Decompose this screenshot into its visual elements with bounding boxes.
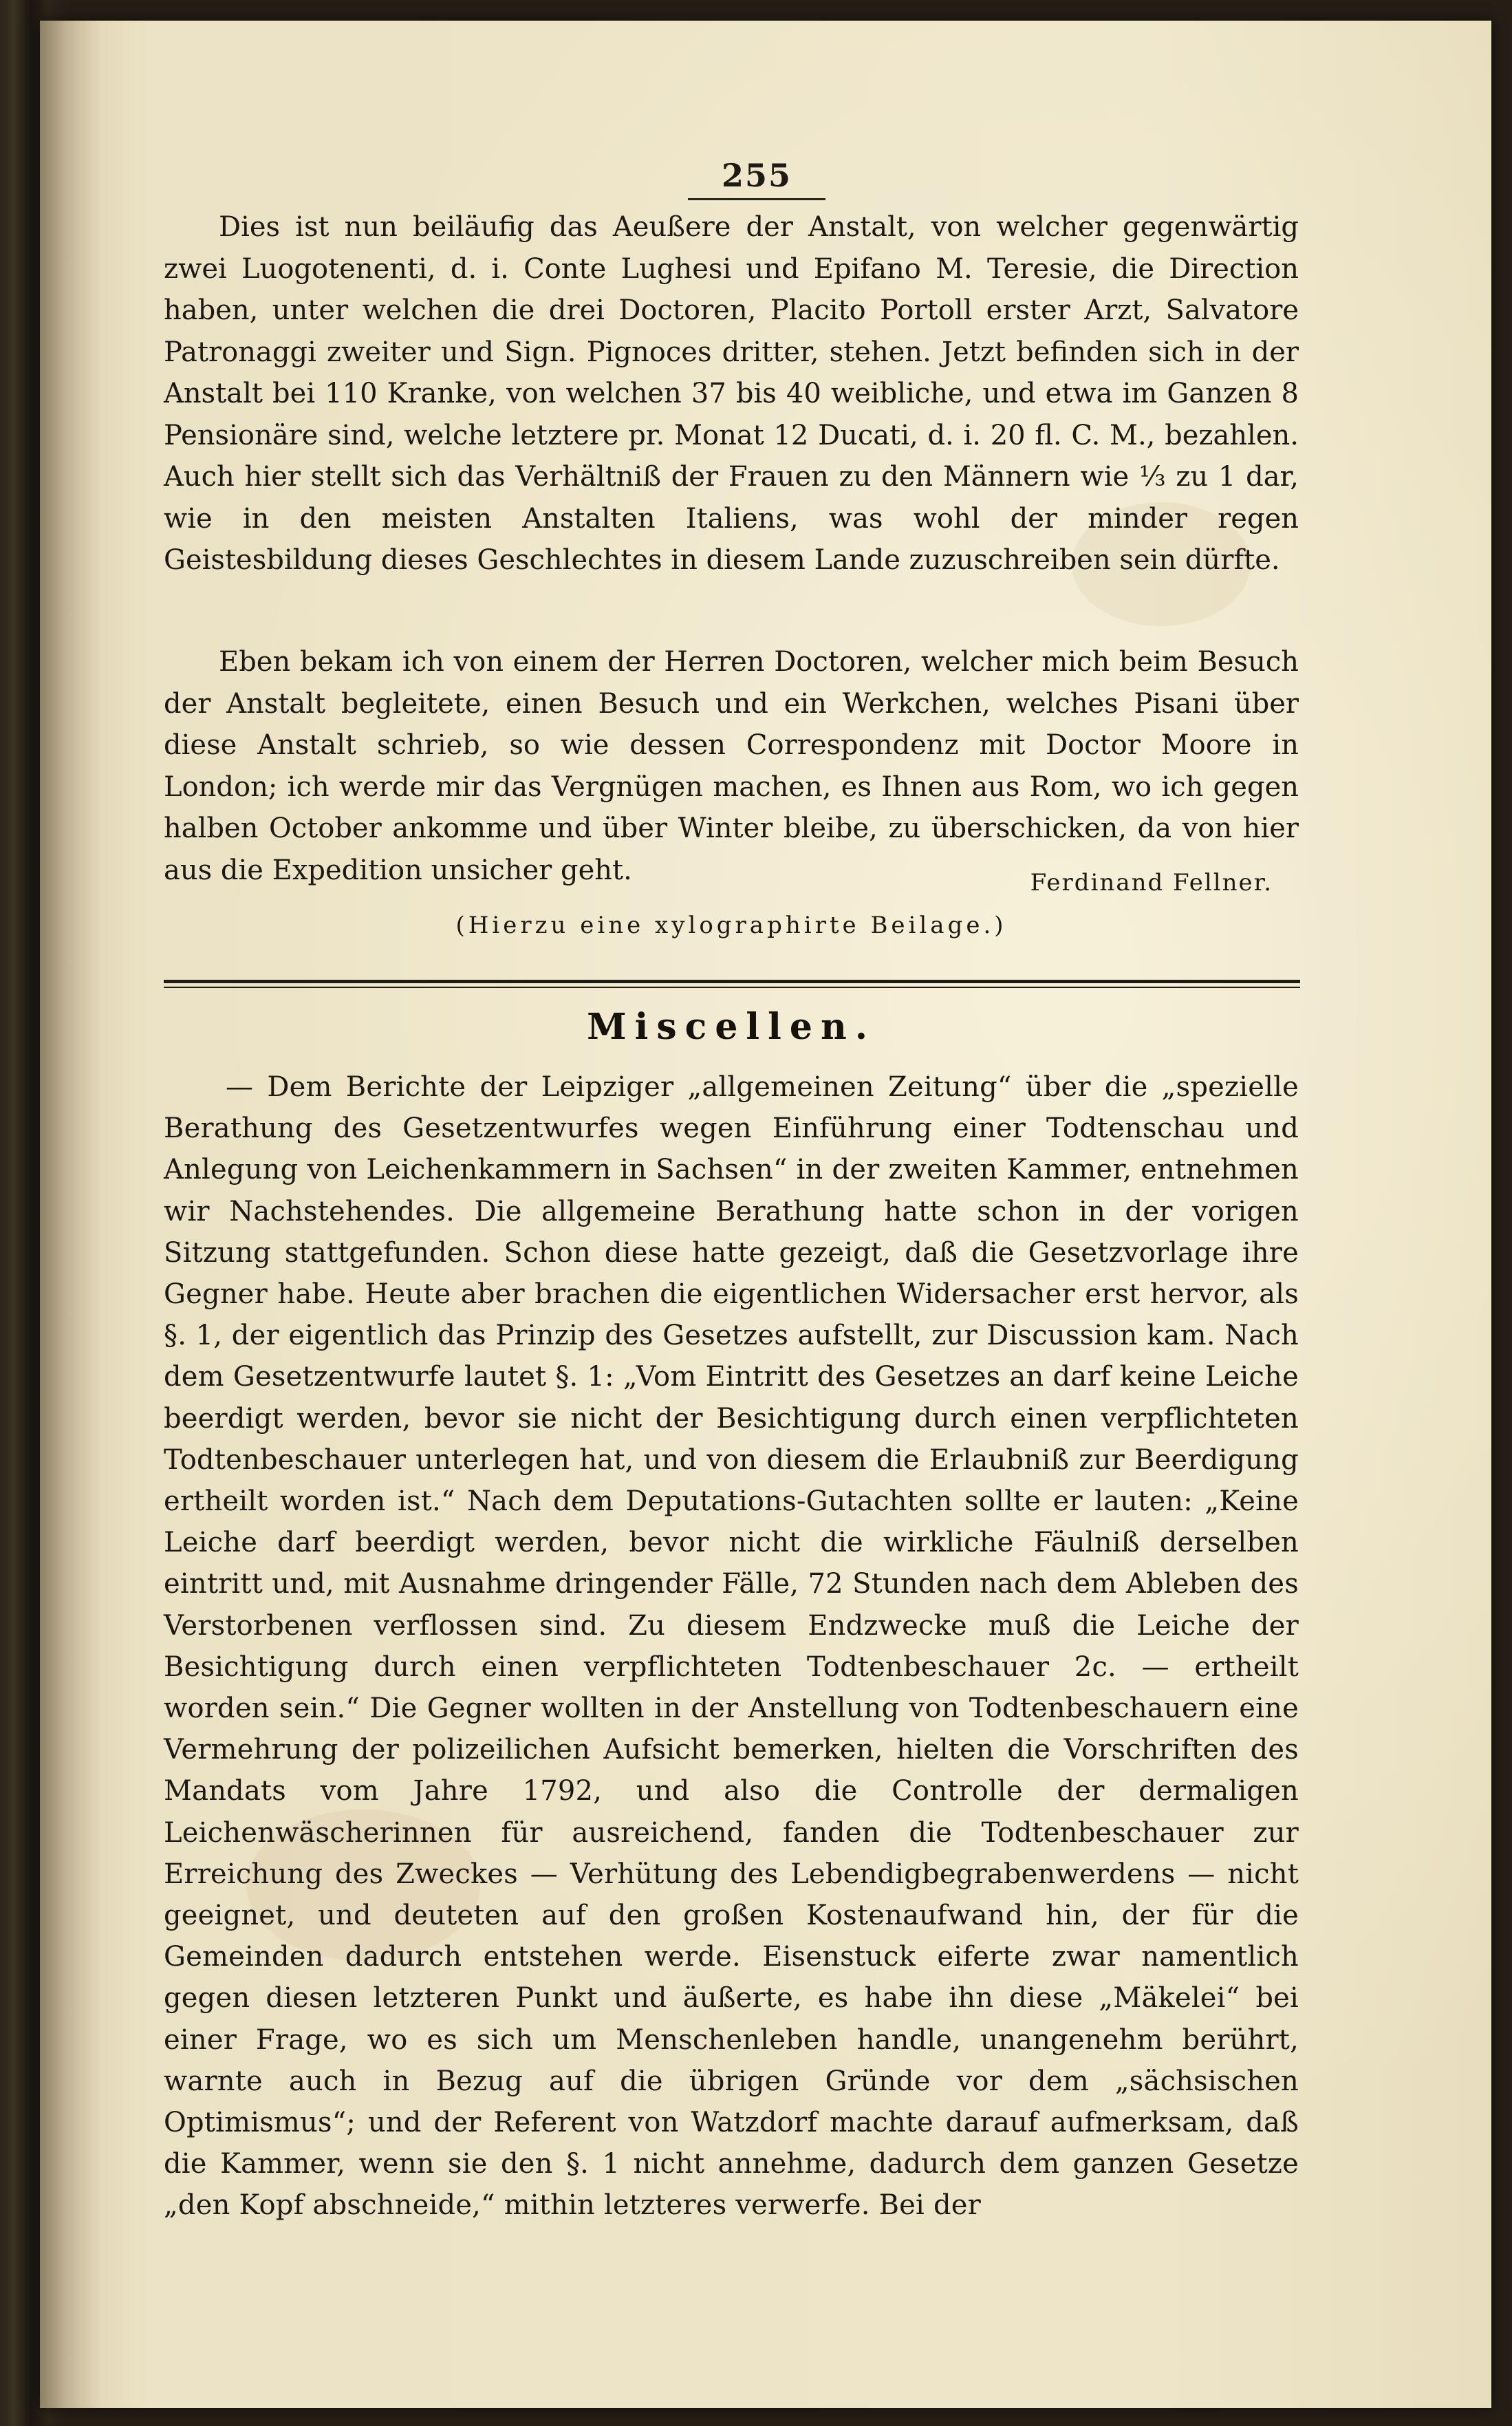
section-divider bbox=[164, 980, 1300, 983]
article-paragraph-2 bbox=[164, 641, 1299, 891]
paragraph-text: Dies ist nun beiläufig das Aeußere der Anstalt, von welcher gegenwärtig zwei Luogotenenti, d. i. Conte Lughesi und Epifano M. Teresie, die Direction haben, unter welchen die drei Doctoren, Placito Portoll erster Arzt, Salvatore Patronaggi zweiter und Sign. Pignoces dritter, stehen. Jetzt befinden sich in der Anstalt bei 110 Kranke, von welchen 37 bis 40 weibliche, und etwa im Ganzen 8 Pensionäre sind, welche letztere pr. Monat 12 Ducati, d. i. 20 fl. C. M., bezahlen. Auch hier stellt sich das Verhältniß der Frauen zu den Männern wie ⅓ zu 1 dar, wie in den meisten Anstalten Italiens, was wohl der minder regen Geistesbildung dieses Geschlechtes in diesem Lande zuzuschreiben sein dürfte. bbox=[164, 211, 1299, 576]
author-signature: Ferdinand Fellner. bbox=[1030, 869, 1273, 897]
article-paragraph-1 bbox=[164, 206, 1299, 581]
section-divider-thin bbox=[164, 987, 1300, 988]
page-gutter-shadow bbox=[40, 21, 102, 2408]
paragraph-text: Eben bekam ich von einem der Herren Doctoren, welcher mich beim Besuch der Anstalt begleitete, einen Besuch und ein Werkchen, welches Pisani über diese Anstalt schrieb, so wie dessen Correspondenz mit Doctor Moore in London; ich werde mir das Vergnügen machen, es Ihnen aus Rom, wo ich gegen halben October ankomme und über Winter bleibe, zu überschicken, da von hier aus die Expedition unsicher geht. bbox=[164, 646, 1299, 886]
section-heading: Miscellen. bbox=[587, 1006, 876, 1048]
miscellen-paragraph bbox=[164, 1066, 1299, 2226]
paragraph-text: — Dem Berichte der Leipziger „allgemeinen Zeitung“ über die „spezielle Berathung des Gesetzentwurfes wegen Einführung einer Todtenschau und Anlegung von Leichenkammern in Sachsen“ in der zweiten Kammer, entnehmen wir Nachstehendes. Die allgemeine Berathung hatte schon in der vorigen Sitzung stattgefunden. Schon diese hatte gezeigt, daß die Gesetzvorlage ihre Gegner habe. Heute aber brachen die eigentlichen Widersacher erst hervor, als §. 1, der eigentlich das Prinzip des Gesetzes aufstellt, zur Discussion kam. Nach dem Gesetzentwurfe lautet §. 1: „Vom Eintritt des Gesetzes an darf keine Leiche beerdigt werden, bevor sie nicht der Besichtigung durch einen verpflichteten Todtenbeschauer unterlegen hat, und von diesem die Erlaubniß zur Beerdigung ertheilt worden ist.“ Nach dem Deputations-Gutachten sollte er lauten: „Keine Leiche darf beerdigt werden, bevor nicht die wirkliche Fäulniß derselben eintritt und, mit Ausnahme dringender Fälle, 72 Stunden nach dem Ableben des Verstorbenen verflossen sind. Zu diesem Endzwecke muß die Leiche der Besichtigung durch einen verpflichteten Todtenbeschauer 2c. — ertheilt worden sein.“ Die Gegner wollten in der Anstellung von Todtenbeschauern eine Vermehrung der polizeilichen Aufsicht bemerken, hielten die Vorschriften des Mandats vom Jahre 1792, und also die Controlle der dermaligen Leichenwäscherinnen für ausreichend, fanden die Todtenbeschauer zur Erreichung des Zweckes — Verhütung des Lebendigbegrabenwerdens — nicht geeignet, und deuteten auf den großen Kostenaufwand hin, der für die Gemeinden dadurch entstehen werde. Eisenstuck eiferte zwar namentlich gegen diesen letzteren Punkt und äußerte, es habe ihn diese „Mäkelei“ bei einer Frage, wo es sich um Menschenleben handle, unangenehm berührt, warnte auch in Bezug auf die übrigen Gründe vor dem „sächsischen Optimismus“; und der Referent von Watzdorf machte darauf aufmerksam, daß die Kammer, wenn sie den §. 1 nicht annehme, dadurch dem ganzen Gesetze „den Kopf abschneide,“ mithin letzteres verwerfe. Bei der bbox=[164, 1071, 1299, 2222]
page-number-rule bbox=[688, 198, 825, 200]
supplement-note: (Hierzu eine xylographirte Beilage.) bbox=[455, 912, 1007, 939]
page-number: 255 bbox=[721, 157, 792, 194]
